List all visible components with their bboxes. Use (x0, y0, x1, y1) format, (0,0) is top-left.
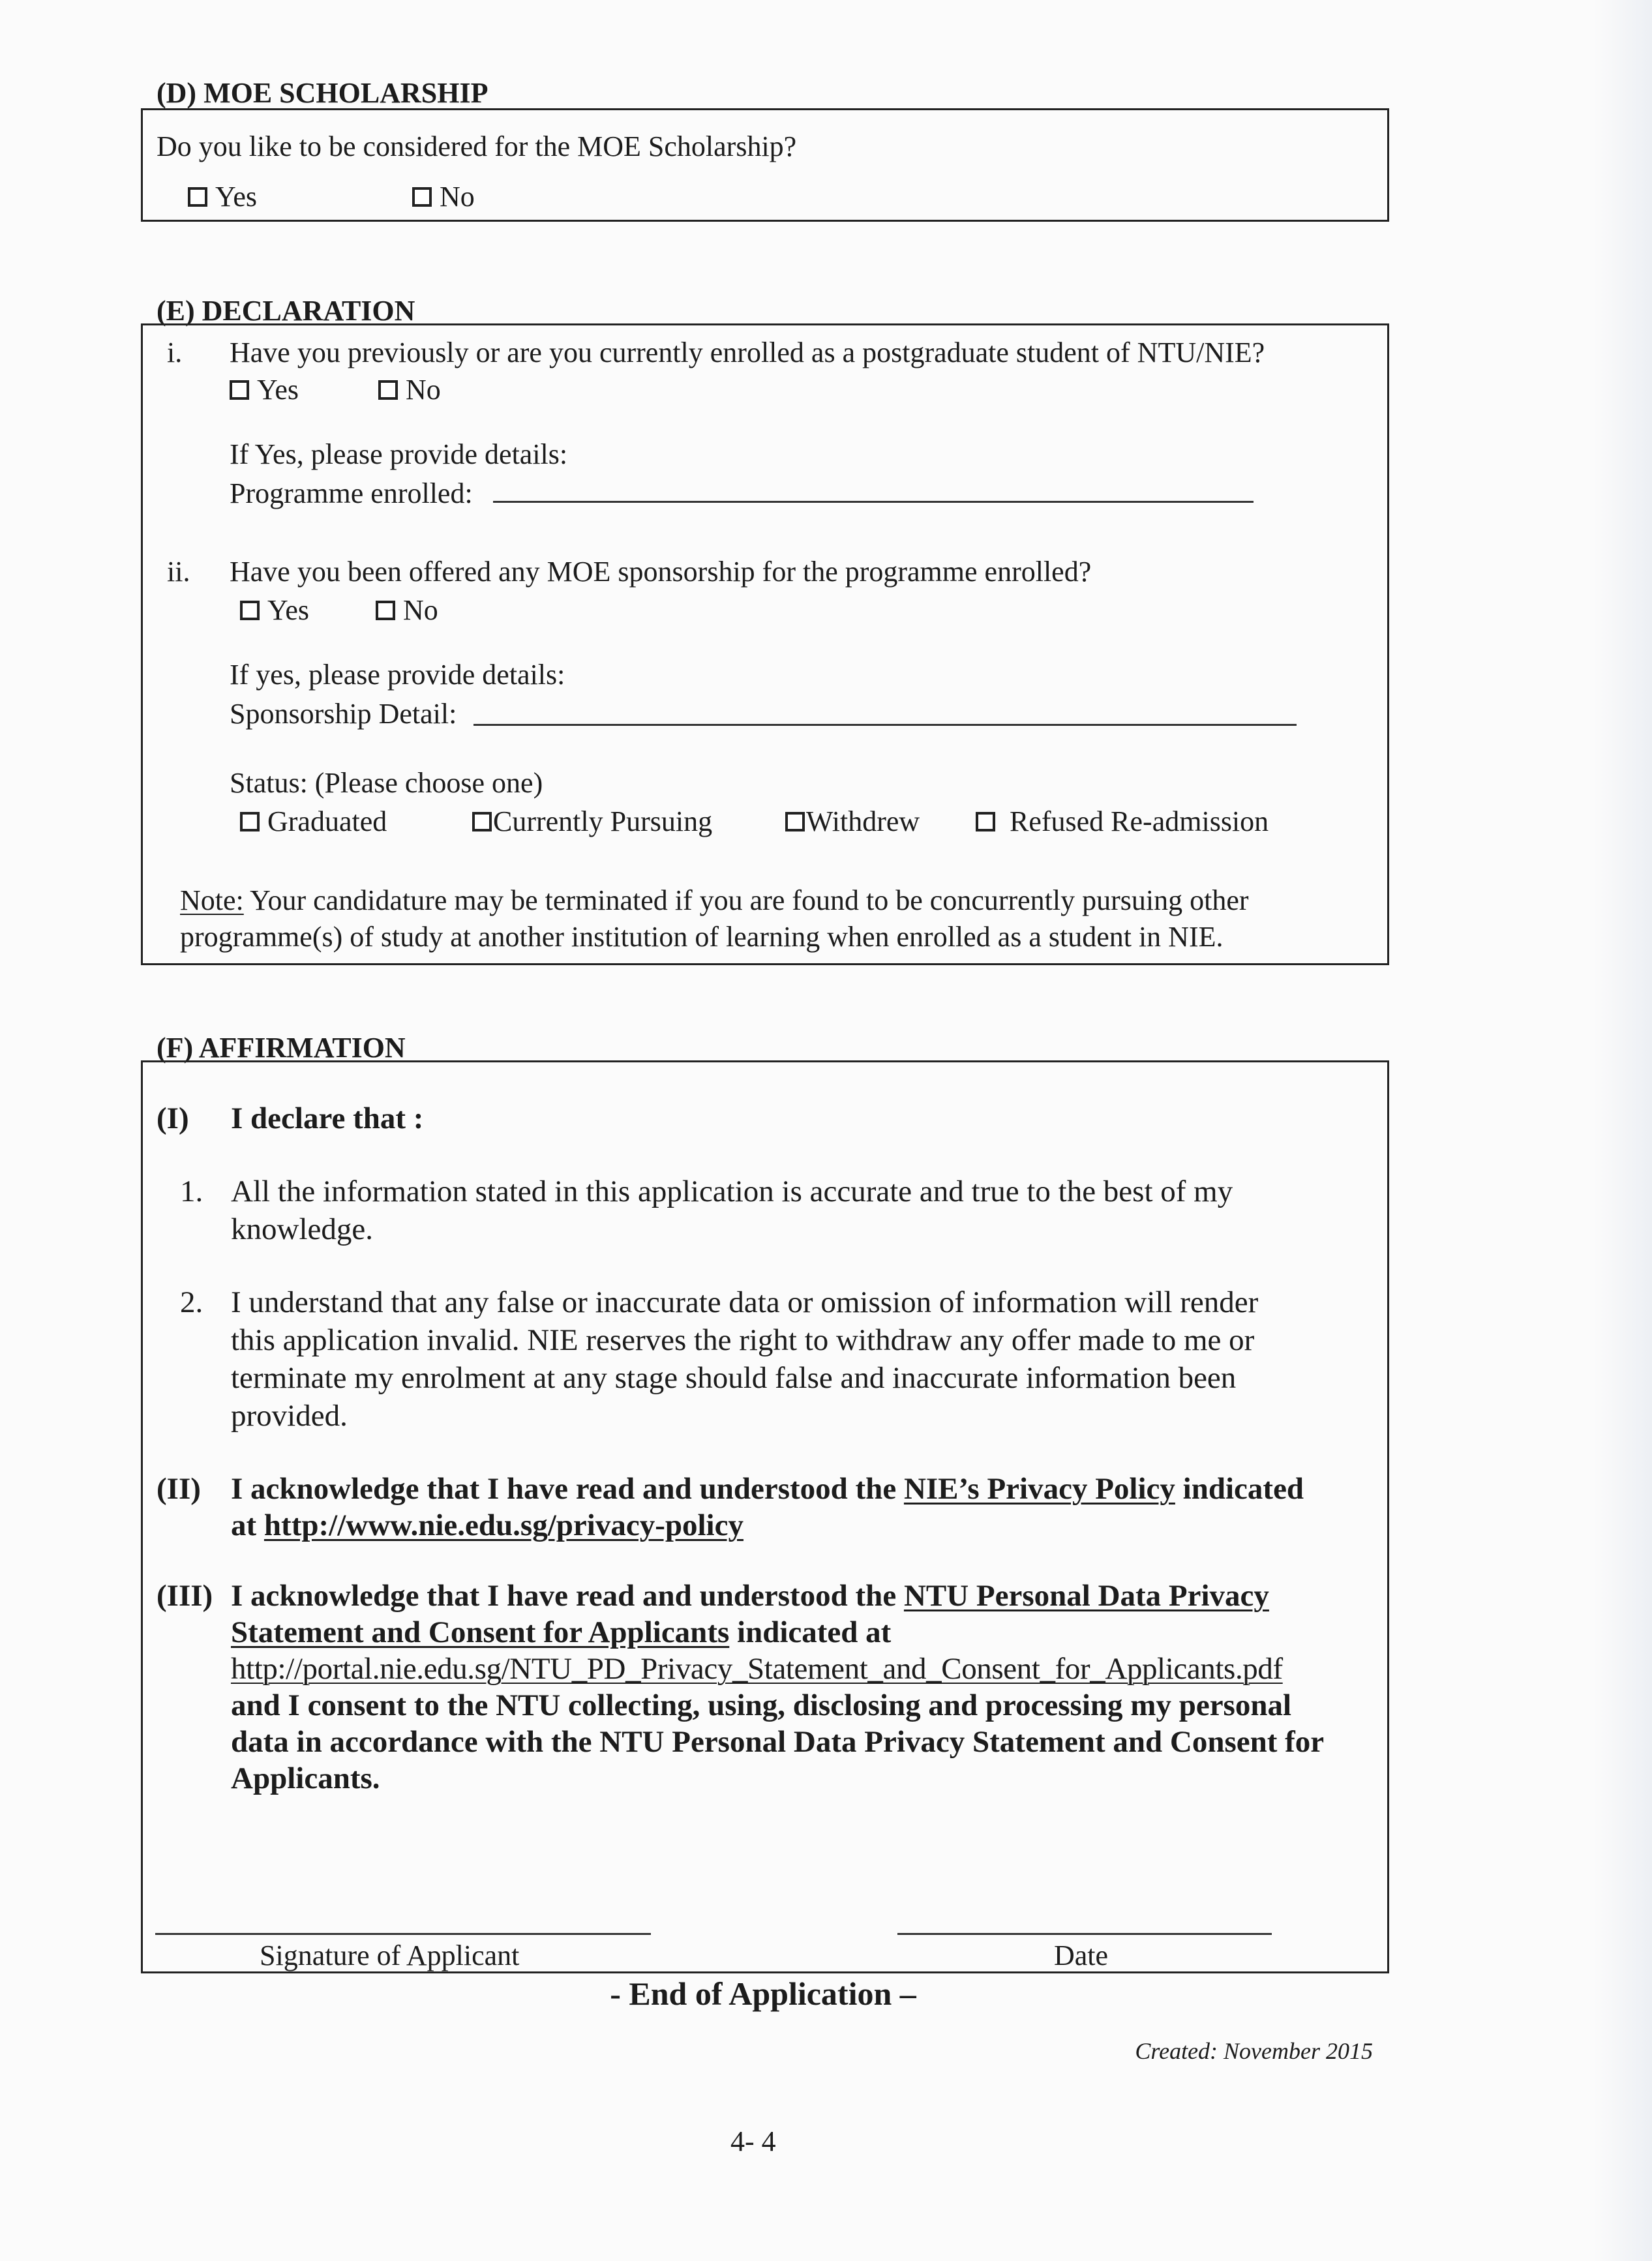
programme-enrolled-label: Programme enrolled: (230, 477, 473, 509)
q2-question: Have you been offered any MOE sponsorship for the programme enrolled? (230, 556, 1092, 588)
scholarship-no-checkbox[interactable] (412, 187, 432, 207)
note-text: Your candidature may be terminated if you are found to be concurrently pursuing other (243, 884, 1249, 916)
q1-no-checkbox[interactable] (378, 380, 398, 400)
affirmation-ii-label: (II) (157, 1472, 201, 1506)
item1-number: 1. (180, 1175, 203, 1208)
affirmation-iii-line5: data in accordance with the NTU Personal Data Privacy Statement and Consent for (231, 1725, 1325, 1759)
q2-yes-option[interactable]: Yes (240, 593, 309, 628)
q2-no-option[interactable]: No (376, 593, 438, 628)
item2-number: 2. (180, 1285, 203, 1319)
affirmation-iii-label: (III) (157, 1579, 213, 1613)
ntu-privacy-statement-link[interactable]: NTU Personal Data Privacy (903, 1579, 1269, 1613)
section-d-heading: (D) MOE SCHOLARSHIP (157, 77, 488, 109)
q1-details-prompt: If Yes, please provide details: (230, 438, 568, 470)
affirmation-ii-line1: I acknowledge that I have read and understood the NIE’s Privacy Policy indicated (231, 1472, 1304, 1506)
status-withdrew-checkbox[interactable] (785, 812, 805, 831)
status-withdrew-option[interactable]: Withdrew (785, 805, 920, 839)
status-graduated-option[interactable]: Graduated (240, 805, 387, 839)
affirmation-i-label: (I) (157, 1101, 189, 1135)
item1-line2: knowledge. (231, 1212, 373, 1246)
q2-no-checkbox[interactable] (376, 601, 395, 620)
status-pursuing-option[interactable]: Currently Pursuing (472, 805, 712, 839)
status-refused-option[interactable]: Refused Re-admission (976, 805, 1269, 839)
section-f-heading: (F) AFFIRMATION (157, 1032, 406, 1064)
nie-privacy-policy-url[interactable]: http://www.nie.edu.sg/privacy-policy (263, 1508, 743, 1542)
affirmation-i-text: I declare that : (231, 1101, 424, 1135)
affirmation-iii-line6: Applicants. (231, 1761, 380, 1795)
section-e-box (141, 323, 1389, 965)
status-pursuing-checkbox[interactable] (472, 812, 492, 831)
item2-line4: provided. (231, 1399, 348, 1433)
created-date: Created: November 2015 (1135, 2038, 1373, 2064)
status-graduated-checkbox[interactable] (240, 812, 260, 831)
scholarship-yes-checkbox[interactable] (188, 187, 207, 207)
affirmation-iii-line4: and I consent to the NTU collecting, using, disclosing and processing my personal (231, 1688, 1292, 1722)
scholarship-question: Do you like to be considered for the MOE Scholarship? (157, 130, 797, 162)
q1-numeral: i. (167, 337, 183, 368)
item1-line1: All the information stated in this application is accurate and true to the best of my (231, 1175, 1233, 1208)
item2-line2: this application invalid. NIE reserves the right to withdraw any offer made to me or (231, 1323, 1255, 1357)
section-e-heading: (E) DECLARATION (157, 295, 415, 327)
date-field[interactable] (897, 1933, 1272, 1935)
note-label: Note: (180, 884, 244, 916)
item2-line3: terminate my enrolment at any stage should false and inaccurate information been (231, 1361, 1237, 1395)
q2-details-prompt: If yes, please provide details: (230, 659, 565, 691)
note-text-line2: programme(s) of study at another institution of learning when enrolled as a student in NIE. (180, 921, 1224, 953)
status-prompt: Status: (Please choose one) (230, 767, 543, 799)
q1-yes-checkbox[interactable] (230, 380, 249, 400)
nie-privacy-policy-link[interactable]: NIE’s Privacy Policy (903, 1472, 1175, 1506)
page-number: 4- 4 (730, 2125, 776, 2157)
q2-numeral: ii. (167, 556, 190, 588)
scan-edge-shading (1593, 0, 1652, 2261)
signature-label: Signature of Applicant (260, 1939, 520, 1971)
q1-question: Have you previously or are you currently enrolled as a postgraduate student of NTU/NIE? (230, 337, 1265, 368)
q2-yes-checkbox[interactable] (240, 601, 260, 620)
item2-line1: I understand that any false or inaccurate data or omission of information will render (231, 1285, 1259, 1319)
sponsorship-detail-field[interactable] (473, 724, 1297, 726)
end-of-application: - End of Application – (610, 1975, 916, 2012)
affirmation-iii-line1: I acknowledge that I have read and understood the NTU Personal Data Privacy (231, 1579, 1269, 1613)
affirmation-ii-line2: at http://www.nie.edu.sg/privacy-policy (231, 1508, 743, 1542)
programme-enrolled-field[interactable] (493, 501, 1254, 503)
scholarship-no-option[interactable]: No (412, 180, 475, 215)
q1-no-option[interactable]: No (378, 373, 441, 408)
q1-yes-option[interactable]: Yes (230, 373, 299, 408)
ntu-privacy-statement-url[interactable]: http://portal.nie.edu.sg/NTU_PD_Privacy_Statement_and_Consent_for_Applicants.pdf (231, 1652, 1283, 1686)
status-refused-checkbox[interactable] (976, 812, 995, 831)
ntu-privacy-statement-link-cont[interactable]: Statement and Consent for Applicants (231, 1615, 730, 1649)
declaration-note (180, 882, 1249, 919)
date-label: Date (1054, 1939, 1109, 1971)
signature-field[interactable] (155, 1933, 651, 1935)
scholarship-yes-option[interactable]: Yes (188, 180, 257, 215)
affirmation-iii-line2: Statement and Consent for Applicants indicated at (231, 1615, 892, 1649)
sponsorship-detail-label: Sponsorship Detail: (230, 698, 457, 730)
